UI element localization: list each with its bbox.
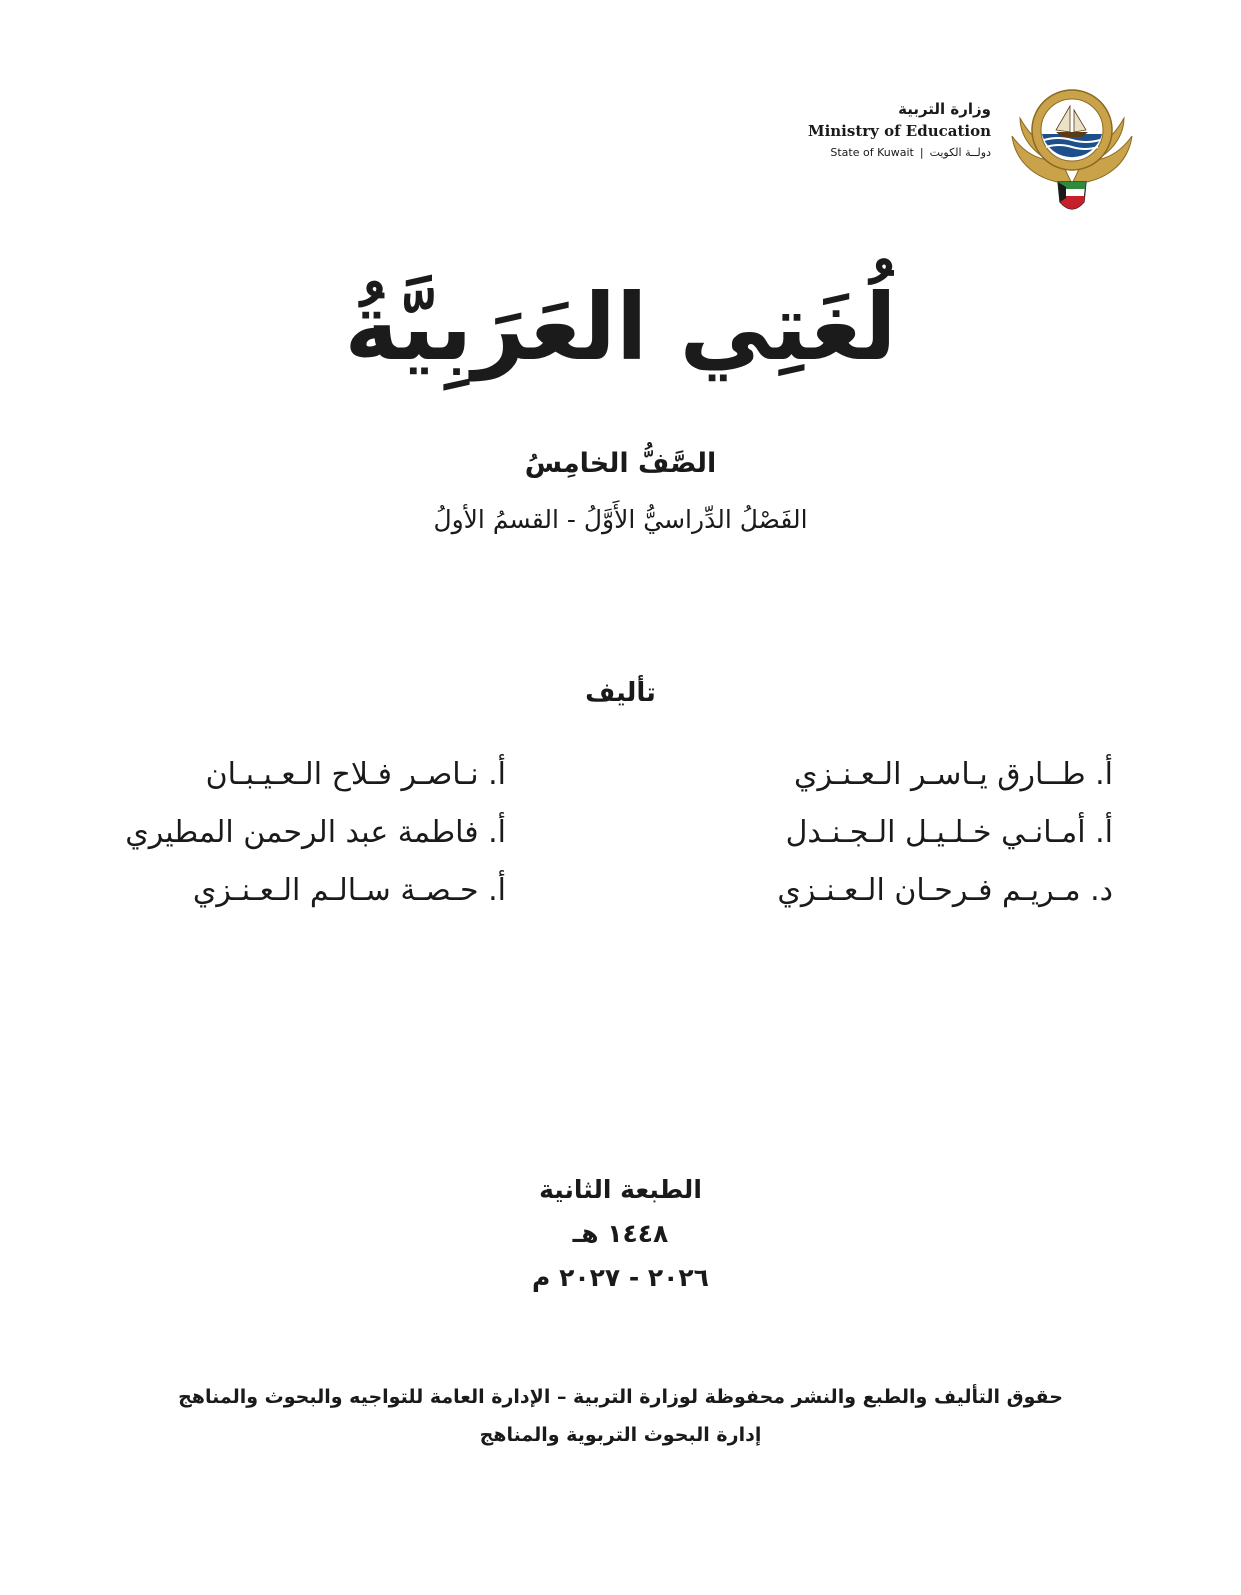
author-name: أ. طــارق يـاسـر الـعـنـزي bbox=[794, 757, 1113, 792]
term-label: الفَصْلُ الدِّراسيُّ الأَوَّلُ - القسمُ الأولُ bbox=[433, 505, 808, 534]
state-line bbox=[808, 146, 991, 159]
ministry-header bbox=[808, 100, 991, 159]
authorship-label: تأليف bbox=[585, 678, 656, 708]
author-name: أ. فاطمة عبد الرحمن المطيري bbox=[125, 815, 506, 850]
author-name: أ. نـاصـر فـلاح الـعـيـبـان bbox=[205, 757, 506, 792]
edition-gregorian-years: ٢٠٢٦ - ٢٠٢٧ م bbox=[532, 1263, 709, 1292]
kuwait-emblem-icon bbox=[1008, 84, 1136, 219]
edition-hijri-year: ١٤٤٨ هـ bbox=[572, 1219, 669, 1248]
copyright-line-2: إدارة البحوث التربوية والمناهج bbox=[479, 1424, 762, 1446]
edition-label: الطبعة الثانية bbox=[539, 1175, 702, 1204]
edition-info bbox=[0, 1168, 1241, 1300]
authors-right-column bbox=[723, 746, 1113, 920]
author-name: أ. حـصـة سـالـم الـعـنـزي bbox=[192, 873, 506, 908]
grade-label: الصَّفُّ الخامِسُ bbox=[524, 448, 717, 479]
state-name-arabic: دولــة الكويت bbox=[929, 146, 991, 159]
author-name: أ. أمـانـي خـلـيـل الـجـنـدل bbox=[785, 815, 1113, 850]
ministry-name-english: Ministry of Education bbox=[807, 122, 991, 140]
copyright-notice bbox=[0, 1378, 1241, 1454]
author-name: د. مـريـم فـرحـان الـعـنـزي bbox=[777, 873, 1113, 908]
state-name-english: State of Kuwait bbox=[830, 146, 914, 159]
book-title: لُغَتِي العَرَبِيَّةُ bbox=[344, 274, 897, 381]
ministry-name-arabic: وزارة التربية bbox=[898, 100, 991, 118]
state-separator: | bbox=[919, 146, 924, 159]
authors-left-column bbox=[106, 746, 506, 920]
copyright-line-1: حقوق التأليف والطبع والنشر محفوظة لوزارة التربية – الإدارة العامة للتواجيه والبحوث والمناهج bbox=[178, 1386, 1063, 1408]
